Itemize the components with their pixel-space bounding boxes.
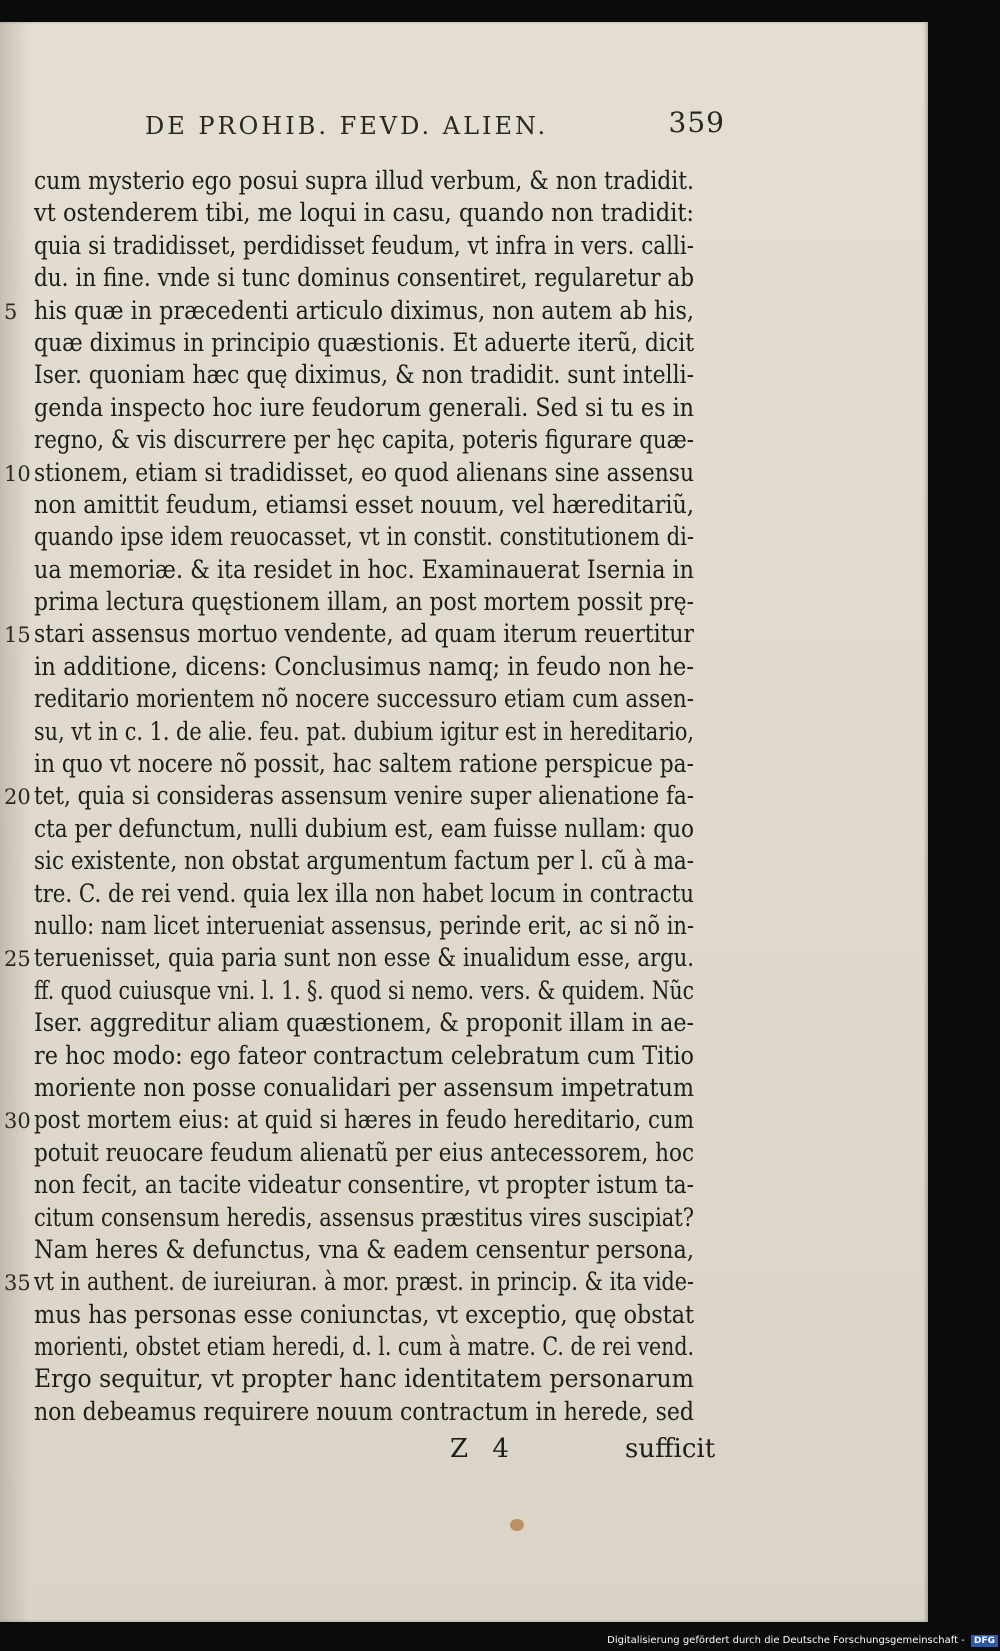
text-line bbox=[34, 585, 724, 617]
line-text: du. in fine. vnde si tunc dominus consentiret, regularetur ab bbox=[34, 262, 695, 293]
line-text: post mortem eius: at quid si hæres in feudo hereditario, cum bbox=[34, 1104, 694, 1135]
line-text: genda inspecto hoc iure feudorum generali. Sed si tu es in bbox=[34, 391, 694, 422]
text-line bbox=[34, 196, 724, 228]
line-text: su, vt in c. 1. de alie. feu. pat. dubium igitur est in hereditario, bbox=[34, 715, 695, 746]
signature-mark: Z 4 bbox=[450, 1434, 517, 1464]
text-line bbox=[4, 456, 724, 488]
line-text: mus has personas esse coniunctas, vt exceptio, quę obstat bbox=[34, 1298, 694, 1329]
line-number: 10 bbox=[4, 461, 31, 486]
text-line bbox=[34, 520, 724, 552]
line-text: vt ostenderem tibi, me loqui in casu, quando non tradidit: bbox=[34, 197, 695, 228]
line-text: reditario morientem nõ nocere successuro etiam cum assen- bbox=[34, 683, 695, 714]
line-text: quæ diximus in principio quæstionis. Et aduerte iterũ, dicit bbox=[34, 326, 695, 357]
line-text: Ergo sequitur, vt propter hanc identitatem personarum bbox=[34, 1363, 695, 1394]
ink-blot bbox=[510, 1519, 524, 1531]
line-text: cum mysterio ego posui supra illud verbum, & non tradidit. bbox=[34, 165, 694, 195]
dfg-logo: DFG bbox=[971, 1635, 998, 1647]
line-text: stionem, etiam si tradidisset, eo quod alienans sine assensu bbox=[34, 456, 694, 487]
running-title: DE PROHIB. FEVD. ALIEN. bbox=[145, 112, 549, 140]
text-line bbox=[34, 1136, 724, 1168]
line-text: tre. C. de rei vend. quia lex illa non habet locum in contractu bbox=[34, 877, 695, 908]
text-line bbox=[34, 650, 724, 682]
line-number: 15 bbox=[4, 623, 31, 648]
line-number: 5 bbox=[4, 299, 18, 324]
text-line bbox=[34, 1168, 724, 1200]
body-text bbox=[4, 164, 724, 1427]
line-text: non amittit feudum, etiamsi esset nouum, vel hæreditariũ, bbox=[34, 488, 695, 519]
line-text: cta per defunctum, nulli dubium est, eam fuisse nullam: quo bbox=[34, 812, 694, 843]
text-line bbox=[4, 1103, 724, 1135]
text-line bbox=[34, 909, 724, 941]
line-text: re hoc modo: ego fateor contractum celebratum cum Titio bbox=[34, 1039, 694, 1070]
line-text: teruenisset, quia paria sunt non esse & inualidum esse, argu. bbox=[34, 942, 694, 973]
line-text: Iser. aggreditur aliam quæstionem, & proponit illam in ae- bbox=[34, 1007, 695, 1038]
line-text: citum consensum heredis, assensus præstitus vires suscipiat? bbox=[34, 1201, 695, 1232]
line-text: nullo: nam licet interueniat assensus, perinde erit, ac si nõ in- bbox=[34, 909, 695, 940]
line-text: ff. quod cuiusque vni. l. 1. §. quod si nemo. vers. & quidem. Nũc bbox=[34, 974, 695, 1005]
text-line bbox=[34, 1362, 724, 1394]
line-text: in additione, dicens: Conclusimus namq; in feudo non he- bbox=[34, 650, 695, 681]
text-line bbox=[34, 715, 724, 747]
text-line bbox=[4, 617, 724, 649]
text-line bbox=[34, 1039, 724, 1071]
text-line bbox=[34, 1071, 724, 1103]
text-line bbox=[34, 1006, 724, 1038]
line-text: prima lectura quęstionem illam, an post mortem possit prę- bbox=[34, 586, 694, 617]
credit-text: Digitalisierung gefördert durch die Deutsche Forschungsgemeinschaft - bbox=[607, 1635, 965, 1646]
text-line bbox=[34, 229, 724, 261]
line-text: stari assensus mortuo vendente, ad quam iterum reuertitur bbox=[34, 618, 694, 649]
book-page bbox=[0, 22, 928, 1622]
text-line bbox=[4, 779, 724, 811]
line-text: morienti, obstet etiam heredi, d. l. cum à matre. C. de rei vend. bbox=[34, 1331, 695, 1362]
line-text: quando ipse idem reuocasset, vt in constit. constitutionem di- bbox=[34, 521, 695, 552]
catchword: sufficit bbox=[625, 1434, 716, 1464]
text-line bbox=[34, 164, 724, 196]
line-text: potuit reuocare feudum alienatũ per eius antecessorem, hoc bbox=[34, 1136, 695, 1167]
line-number: 30 bbox=[4, 1109, 31, 1134]
line-text: in quo vt nocere nõ possit, hac saltem ratione perspicue pa- bbox=[34, 748, 694, 779]
text-line bbox=[34, 1201, 724, 1233]
line-text: Nam heres & defunctus, vna & eadem censentur persona, bbox=[34, 1233, 694, 1264]
text-line bbox=[34, 1298, 724, 1330]
text-line bbox=[34, 488, 724, 520]
text-line bbox=[34, 358, 724, 390]
line-text: Iser. quoniam hæc quę diximus, & non tradidit. sunt intelli- bbox=[34, 359, 695, 390]
line-number: 20 bbox=[4, 785, 31, 810]
text-line bbox=[4, 1265, 724, 1297]
text-line bbox=[34, 326, 724, 358]
text-line bbox=[34, 682, 724, 714]
text-line bbox=[34, 877, 724, 909]
line-text: tet, quia si consideras assensum venire super alienatione fa- bbox=[34, 780, 695, 811]
line-text: non fecit, an tacite videatur consentire, vt propter istum ta- bbox=[34, 1169, 694, 1200]
digitization-credit bbox=[580, 1633, 998, 1649]
line-text: regno, & vis discurrere per hęc capita, poteris figurare quæ- bbox=[34, 424, 694, 455]
text-line bbox=[34, 423, 724, 455]
line-text: his quæ in præcedenti articulo diximus, non autem ab his, bbox=[34, 294, 695, 325]
line-text: sic existente, non obstat argumentum factum per l. cũ à ma- bbox=[34, 845, 695, 876]
text-line bbox=[34, 391, 724, 423]
line-text: quia si tradidisset, perdidisset feudum, vt infra in vers. calli- bbox=[34, 229, 694, 260]
text-line bbox=[34, 747, 724, 779]
running-header bbox=[145, 106, 725, 146]
text-line bbox=[34, 261, 724, 293]
line-text: non debeamus requirere nouum contractum in herede, sed bbox=[34, 1395, 694, 1426]
page-number: 359 bbox=[668, 106, 725, 139]
text-line bbox=[4, 941, 724, 973]
line-number: 25 bbox=[4, 947, 31, 972]
text-line bbox=[34, 1233, 724, 1265]
text-line bbox=[34, 1395, 724, 1427]
text-line bbox=[34, 553, 724, 585]
line-text: moriente non posse conualidari per assensum impetratum bbox=[34, 1071, 695, 1102]
text-line bbox=[34, 812, 724, 844]
text-line bbox=[4, 294, 724, 326]
page-footer bbox=[0, 1434, 928, 1474]
text-line bbox=[34, 1330, 724, 1362]
line-text: vt in authent. de iureiuran. à mor. præst. in princip. & ita vide- bbox=[34, 1266, 695, 1297]
text-line bbox=[34, 974, 724, 1006]
line-number: 35 bbox=[4, 1271, 31, 1296]
text-line bbox=[34, 844, 724, 876]
line-text: ua memoriæ. & ita residet in hoc. Examinauerat Isernia in bbox=[34, 553, 694, 584]
